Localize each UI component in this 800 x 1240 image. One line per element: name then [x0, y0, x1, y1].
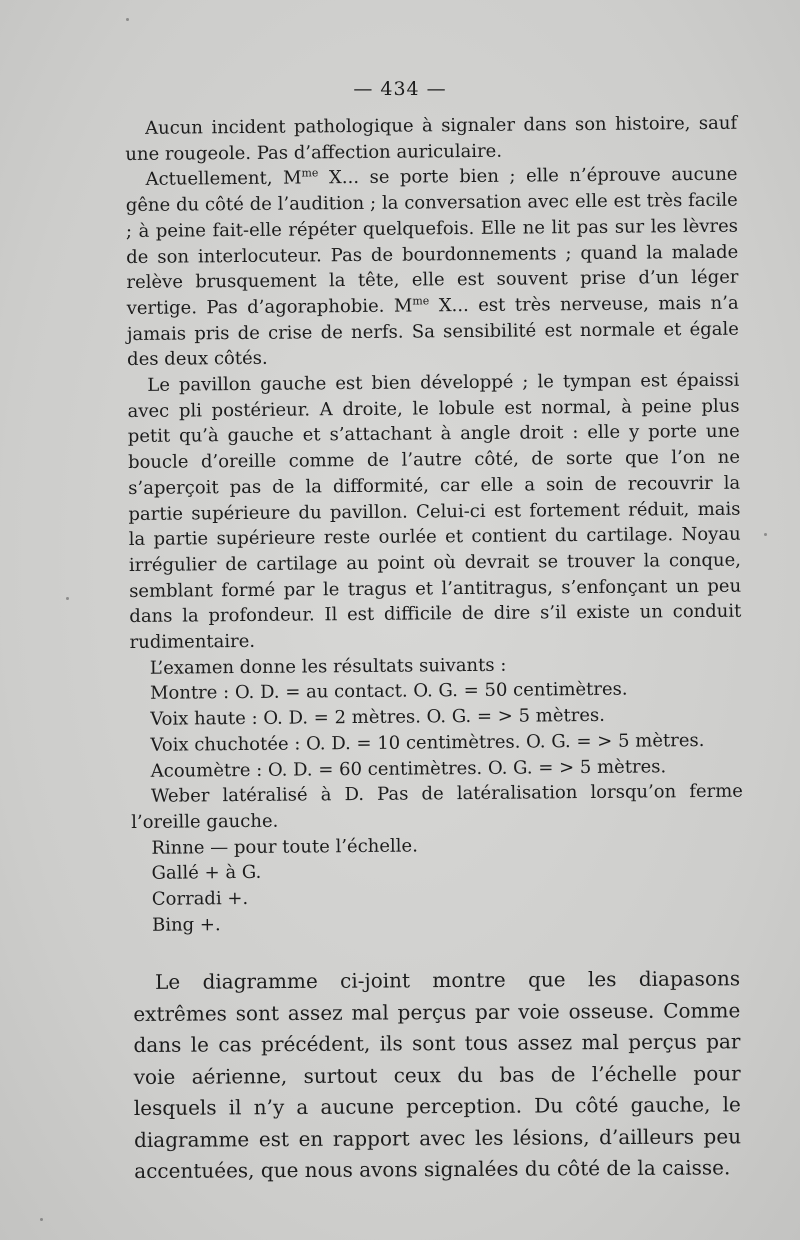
result-line: Montre : O. D. = au contact. O. G. = 50 centimètres. [149, 679, 628, 705]
paragraph-history: Aucun incident pathologique à signaler dans son histoire, sauf une rougeole. Pas d’affection auriculaire. [125, 112, 738, 165]
paper-speck [66, 597, 69, 600]
test-line: Rinne — pour toute l’échelle. [151, 835, 418, 859]
results-intro: L’examen donne les résultats suivants : [149, 654, 507, 679]
result-line: Voix chuchotée : O. D. = 10 centimètres. O. G. = > 5 mètres. [150, 729, 705, 756]
case-description [125, 111, 744, 939]
paper-speck [126, 18, 129, 21]
result-line: Acoumètre : O. D. = 60 centimètres. O. G. = > 5 mètres. [150, 755, 667, 782]
paper-speck [40, 1218, 43, 1221]
result-line: Voix haute : O. D. = 2 mètres. O. G. = > 5 mètres. [150, 705, 605, 730]
paragraph-current-state: Actuellement, $M^{me}$ X... se porte bien ; elle n’éprouve aucune gêne du côté de l’audition ; la conversation avec elle est très facile ; à peine fait-elle répéter quelquefois. Elle ne lit pas sur les lèvres de son interlocuteur. Pas de bourdonnements ; quand la malade relève brusquement la tête, elle est souvent prise d’un léger vertige. Pas d’agoraphobie. $M^{me}$ X... est très nerveuse, mais n’a jamais pris de crise de nerfs. Sa sensibilité est normale et égale des deux côtés. [125, 164, 739, 371]
test-line: Bing +. [151, 913, 221, 936]
diagram-commentary [133, 963, 741, 1187]
test-line: Gallé + à G. [151, 862, 262, 885]
show-through-marks [400, 818, 432, 948]
page-number: — 434 — [353, 78, 447, 100]
weber-test: Weber latéralisé à D. Pas de latéralisation lorsqu’on ferme l’oreille gauche. [131, 780, 744, 833]
paragraph-pavillon: Le pavillon gauche est bien développé ; le tympan est épaissi avec pli postérieur. A droite, le lobule est normal, à peine plus petit qu’à gauche et s’attachant à angle droit : elle y porte une boucle d’oreille comme de l’autre côté, de sorte que l’on ne s’aperçoit pas de la difformité, car elle a soin de recouvrir la partie supérieure du pavillon. Celui-ci est fortement réduit, mais la partie supérieure reste ourlée et contient du cartilage. Noyau irrégulier de cartilage au point où devrait se trouver la conque, semblant formé par le tragus et l’antitragus, s’enfonçant un peu dans la profondeur. Il est difficile de dire s’il existe un conduit rudimentaire. [127, 369, 742, 654]
paragraph-diagram: Le diagramme ci-joint montre que les diapasons extrêmes sont assez mal perçus par voie osseuse. Comme dans le cas précédent, ils sont tous assez mal perçus par voie aérienne, surtout ceux du bas de l’échelle pour lesquels il n’y a aucune perception. Du côté gauche, le diagramme est en rapport avec les lésions, d’ailleurs peu accentuées, que nous avons signalées du côté de la caisse. [133, 966, 742, 1183]
test-line: Corradi +. [151, 888, 249, 910]
paper-speck [764, 533, 767, 536]
